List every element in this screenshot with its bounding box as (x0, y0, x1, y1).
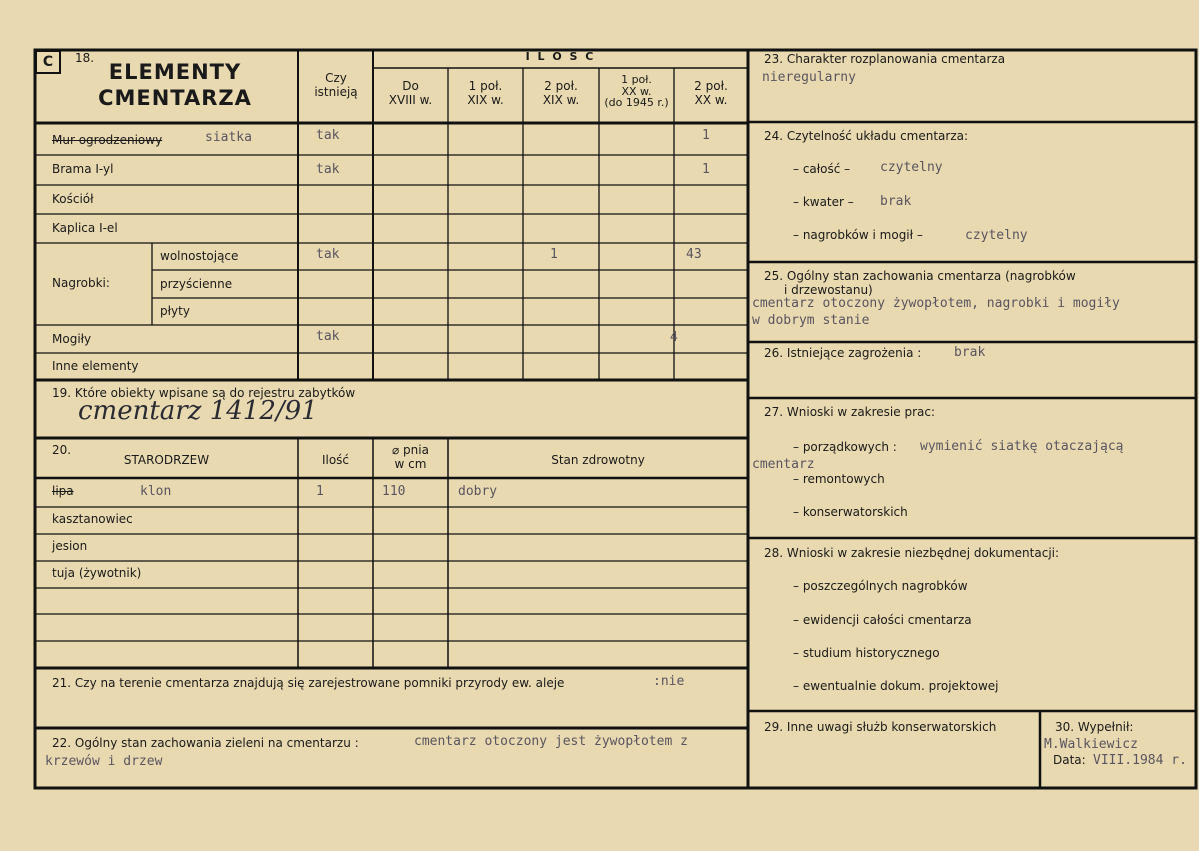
other-remarks-label: 29. Inne uwagi służb konserwatorskich (764, 720, 997, 734)
legibility-whole-answer: czytelny (880, 160, 943, 175)
works-ordering-answer-2: cmentarz (752, 457, 815, 472)
period-header-3: 2 poł. XIX w. (542, 79, 580, 107)
row-value-wall-type: siatka (205, 130, 252, 145)
layout-character-answer: nieregularny (762, 70, 856, 85)
tree-health-1: dobry (458, 484, 498, 499)
section-mark: C (35, 50, 61, 74)
graves-exists: tak (316, 329, 340, 344)
overall-condition-answer-1: cmentarz otoczony żywopłotem, nagrobki i mogiły (752, 296, 1120, 311)
tombstones-freestanding-period3: 1 (550, 247, 558, 262)
overall-condition-answer-2: w dobrym stanie (752, 313, 870, 328)
other-elements-label: Inne elementy (52, 359, 139, 373)
layout-character-question: 23. Charakter rozplanowania cmentarza (764, 52, 1006, 66)
legibility-quarters-label: – kwater – (793, 195, 854, 209)
documentation-item-1: – poszczególnych nagrobków (793, 579, 968, 593)
row-period5-gate: 1 (702, 162, 710, 177)
date-value: VIII.1984 r. (1093, 753, 1187, 768)
filled-by-name: M.Walkiewicz (1044, 737, 1138, 752)
tree-label-chestnut: kasztanowiec (52, 512, 133, 526)
tombstones-slabs-label: płyty (160, 304, 190, 318)
tree-diameter-1: 110 (382, 484, 406, 499)
period-header-1: Do XVIII w. (388, 79, 433, 107)
documentation-question: 28. Wnioski w zakresie niezbędnej dokumentacji: (764, 546, 1060, 560)
graves-period4: 4 (670, 330, 678, 345)
threats-answer: brak (954, 345, 986, 360)
greenery-condition-answer-1: cmentarz otoczony jest żywopłotem z (414, 734, 688, 749)
greenery-condition-answer-2: krzewów i drzew (45, 754, 163, 769)
trunk-diameter-header: ⌀ pnia w cm (392, 443, 429, 471)
tombstones-wall-label: przyścienne (160, 277, 233, 291)
legibility-graves-label: – nagrobków i mogił – (793, 228, 923, 242)
overall-condition-label-1: 25. Ogólny stan zachowania cmentarza (nagrobków (764, 269, 1076, 283)
legibility-graves-answer: czytelny (965, 228, 1028, 243)
documentation-item-4: – ewentualnie dokum. projektowej (793, 679, 999, 693)
trees-count-header: Ilość (321, 453, 350, 467)
tombstones-freestanding-period5: 43 (686, 247, 702, 262)
works-conclusions-question: 27. Wnioski w zakresie prac: (764, 405, 936, 419)
tree-typed-maple: klon (140, 484, 172, 499)
old-trees-title: STARODRZEW (123, 453, 210, 467)
elements-title-2: CMENTARZA (98, 86, 252, 110)
date-label: Data: (1053, 753, 1086, 767)
works-renovation-label: – remontowych (793, 472, 885, 486)
row-label-church: Kościół (52, 192, 94, 206)
period-header-4: 1 poł. XX w. (do 1945 r.) (604, 73, 669, 110)
overall-condition-label-2: i drzewostanu) (784, 283, 873, 297)
register-answer-handwritten: cmentarz 1412/91 (78, 396, 318, 426)
period-header-5: 2 poł. XX w. (694, 79, 728, 107)
tree-label-ash: jesion (52, 539, 88, 553)
tombstones-freestanding-exists: tak (316, 247, 340, 262)
quantity-header: I L O Ś Ć (525, 50, 596, 63)
section-20-number: 20. (52, 443, 72, 457)
legibility-whole-label: – całość – (793, 162, 851, 176)
works-ordering-answer: wymienić siatkę otaczającą (920, 439, 1124, 454)
period-header-2: 1 poł. XIX w. (467, 79, 504, 107)
threats-question: 26. Istniejące zagrożenia : (764, 346, 922, 360)
filled-by-label: 30. Wypełnił: (1055, 720, 1134, 734)
natural-monuments-answer: :nie (653, 674, 685, 689)
graves-label: Mogiły (52, 332, 92, 346)
register-question: 19. Które obiekty wpisane są do rejestru zabytków (52, 386, 356, 400)
row-label-gate: Brama I-yl (52, 162, 114, 176)
tombstones-freestanding-label: wolnostojące (160, 249, 239, 263)
tree-count-1: 1 (316, 484, 324, 499)
greenery-condition-question: 22. Ogólny stan zachowania zieleni na cmentarzu : (52, 736, 359, 750)
tombstones-label: Nagrobki: (52, 276, 110, 290)
tree-label-lime: lipa (52, 484, 74, 498)
col-exists-header: Czy istnieją (314, 71, 358, 99)
legibility-quarters-answer: brak (880, 194, 912, 209)
tree-label-thuja: tuja (żywotnik) (52, 566, 142, 580)
natural-monuments-question: 21. Czy na terenie cmentarza znajdują się zarejestrowane pomniki przyrody ew. aleje (52, 676, 565, 690)
row-period5-wall: 1 (702, 128, 710, 143)
works-ordering-label: – porządkowych : (793, 440, 897, 454)
section-18-number: 18. (75, 51, 95, 65)
row-label-chapel: Kaplica I-el (52, 221, 118, 235)
health-header: Stan zdrowotny (551, 453, 645, 467)
legibility-question: 24. Czytelność układu cmentarza: (764, 129, 969, 143)
documentation-item-3: – studium historycznego (793, 646, 940, 660)
row-exists-wall: tak (316, 128, 340, 143)
works-conservation-label: – konserwatorskich (793, 505, 908, 519)
elements-title-1: ELEMENTY (108, 60, 242, 84)
row-label-wall: Mur ogrodzeniowy (52, 133, 163, 147)
row-exists-gate: tak (316, 162, 340, 177)
documentation-item-2: – ewidencji całości cmentarza (793, 613, 972, 627)
